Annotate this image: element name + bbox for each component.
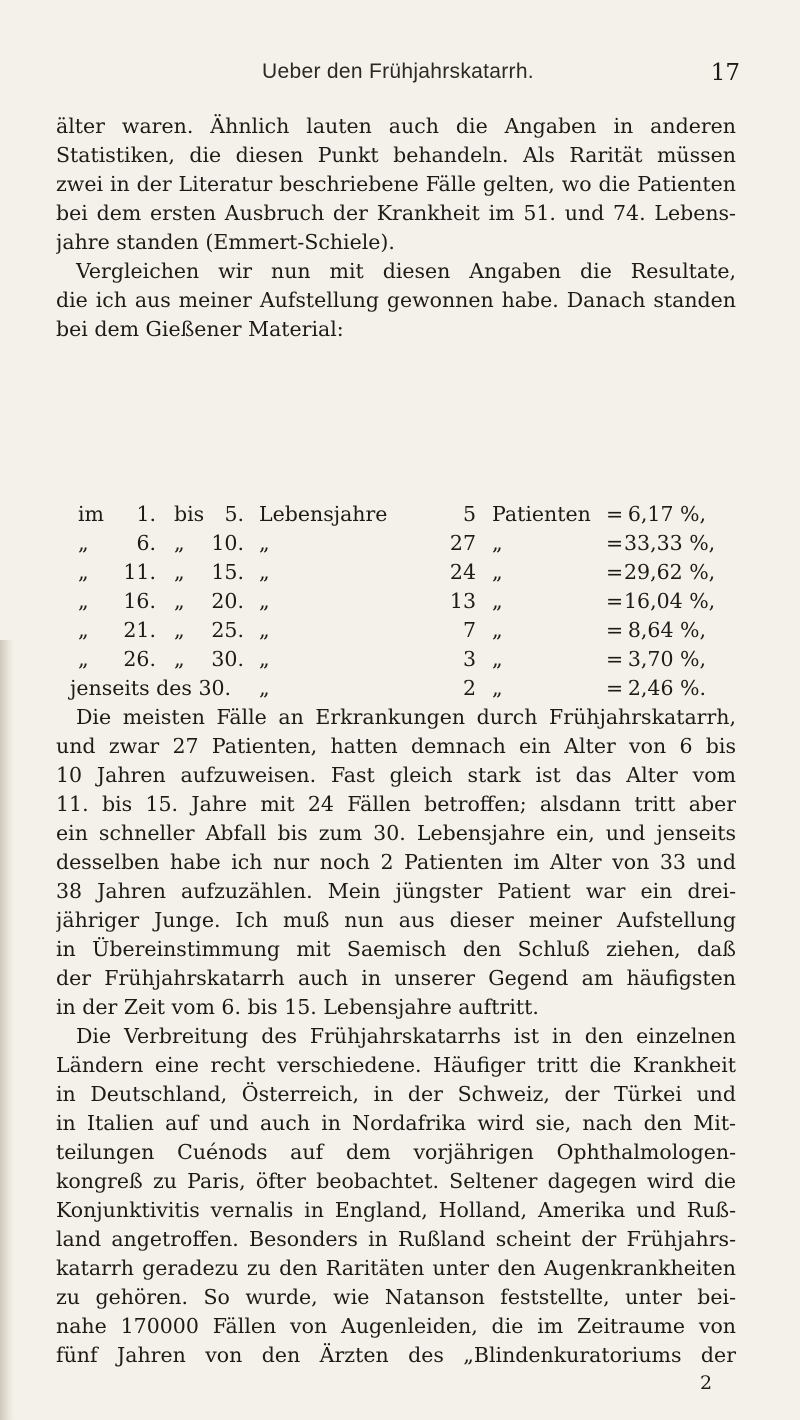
table-cell-to: 20. — [211, 589, 244, 613]
table-cell-unit: „ — [259, 618, 270, 642]
table-cell-to: 10. — [211, 531, 244, 555]
text-line: 38 Jahren aufzuzählen. Mein jüngster Patient war ein drei- — [56, 879, 736, 903]
text-line: der Frühjahrskatarrh auch in unserer Gegend am häufigsten — [56, 966, 736, 990]
table-row — [76, 558, 716, 587]
text-line: in Italien auf und auch in Nordafrika wird sie, nach den Mit- — [56, 1111, 736, 1135]
table-cell-equals: = — [606, 676, 624, 700]
table-cell-prefix: „ — [78, 618, 89, 642]
table-cell-bis: „ — [174, 531, 185, 555]
text-line: in Übereinstimmung mit Saemisch den Schluß ziehen, daß — [56, 937, 736, 961]
page-edge-shadow — [0, 640, 14, 1420]
page-header — [0, 60, 800, 100]
table-row — [76, 529, 716, 558]
text-line: zwei in der Literatur beschriebene Fälle gelten, wo die Patienten — [56, 172, 736, 196]
table-cell-bis: bis — [174, 502, 205, 526]
table-cell-prefix: „ — [78, 531, 89, 555]
table-cell-count: 3 — [462, 647, 476, 671]
table-cell-patients: „ — [492, 531, 503, 555]
text-line: Die Verbreitung des Frühjahrskatarrhs ist in den einzelnen — [76, 1024, 736, 1048]
text-line: teilungen Cuénods auf dem vorjährigen Ophthalmologen- — [56, 1140, 736, 1164]
table-cell-percent: 3,70 %, — [627, 647, 706, 671]
table-cell-equals: = — [606, 502, 624, 526]
text-line: älter waren. Ähnlich lauten auch die Angaben in anderen — [56, 114, 736, 138]
table-cell-prefix: „ — [78, 560, 89, 584]
table-cell-percent: 29,62 %, — [624, 560, 716, 584]
table-cell-equals: = — [606, 531, 624, 555]
text-line: zu gehören. So wurde, wie Natanson feststellte, unter bei- — [56, 1285, 736, 1309]
table-cell-unit: Lebensjahre — [259, 502, 388, 526]
table-cell-unit: „ — [259, 589, 270, 613]
table-cell-to: 25. — [211, 618, 244, 642]
table-row — [76, 645, 706, 674]
table-cell-percent: 8,64 %, — [627, 618, 706, 642]
table-cell-patients: „ — [492, 618, 503, 642]
table-cell-prefix: im — [78, 502, 104, 526]
table-cell-prefix: „ — [78, 589, 89, 613]
table-cell-count: 7 — [462, 618, 476, 642]
text-line: land angetroffen. Besonders in Rußland scheint der Frühjahrs- — [56, 1227, 736, 1251]
table-cell-prefix: „ — [78, 647, 89, 671]
table-cell-equals: = — [606, 560, 624, 584]
text-line: nahe 170000 Fällen von Augenleiden, die im Zeitraume von — [56, 1314, 736, 1338]
table-cell-unit: „ — [259, 647, 270, 671]
table-cell-equals: = — [606, 589, 624, 613]
table-cell-patients: „ — [492, 676, 503, 700]
text-line: Statistiken, die diesen Punkt behandeln. Als Rarität müssen — [56, 143, 736, 167]
table-row — [76, 500, 706, 529]
table-cell-bis: „ — [174, 560, 185, 584]
text-line: fünf Jahren von den Ärzten des „Blindenkuratoriums der — [56, 1343, 736, 1367]
table-cell-from: 21. — [123, 618, 156, 642]
table-cell-count: 27 — [449, 531, 476, 555]
text-line: Vergleichen wir nun mit diesen Angaben die Resultate, — [76, 259, 736, 283]
table-cell-percent: 6,17 %, — [627, 502, 706, 526]
text-line: in der Zeit vom 6. bis 15. Lebensjahre auftritt. — [56, 995, 539, 1019]
text-line: kongreß zu Paris, öfter beobachtet. Seltener dagegen wird die — [56, 1169, 736, 1193]
text-line: und zwar 27 Patienten, hatten demnach ein Alter von 6 bis — [56, 734, 736, 758]
text-line: jahre standen (Emmert-Schiele). — [56, 230, 395, 254]
text-line: katarrh geradezu zu den Raritäten unter den Augenkrankheiten — [56, 1256, 736, 1280]
table-cell-from: 16. — [123, 589, 156, 613]
text-line: Ländern eine recht verschiedene. Häufiger tritt die Krankheit — [56, 1053, 736, 1077]
table-cell-from: 11. — [123, 560, 156, 584]
intro-paragraphs — [56, 112, 736, 344]
text-line: Konjunktivitis vernalis in England, Holland, Amerika und Ruß- — [56, 1198, 736, 1222]
table-cell-count: 24 — [449, 560, 476, 584]
table-cell-bis: „ — [174, 647, 185, 671]
table-cell-count: 13 — [449, 589, 476, 613]
signature-mark: 2 — [700, 1372, 713, 1394]
table-cell-bis: „ — [174, 589, 185, 613]
table-cell-count: 5 — [462, 502, 476, 526]
text-line: jähriger Junge. Ich muß nun aus dieser meiner Aufstellung — [56, 908, 736, 932]
text-line: 11. bis 15. Jahre mit 24 Fällen betroffen; alsdann tritt aber — [56, 792, 736, 816]
table-cell-from: 6. — [136, 531, 156, 555]
page-number: 17 — [710, 60, 740, 86]
table-row — [76, 587, 716, 616]
table-cell-unit: „ — [259, 560, 270, 584]
table-cell-count: 2 — [462, 676, 476, 700]
table-cell-to: 5. — [224, 502, 244, 526]
text-line: bei dem Gießener Material: — [56, 317, 344, 341]
table-cell-percent: 2,46 %. — [627, 676, 706, 700]
table-cell-patients: „ — [492, 560, 503, 584]
table-cell-bis: „ — [174, 618, 185, 642]
table-cell-unit: „ — [259, 676, 270, 700]
text-line: ein schneller Abfall bis zum 30. Lebensjahre ein, und jenseits — [56, 821, 736, 845]
body-paragraphs — [56, 703, 736, 1370]
table-cell-from: 26. — [123, 647, 156, 671]
text-line: Die meisten Fälle an Erkrankungen durch Frühjahrskatarrh, — [76, 705, 736, 729]
table-cell-unit: „ — [259, 531, 270, 555]
table-cell-from: 1. — [136, 502, 156, 526]
text-line: bei dem ersten Ausbruch der Krankheit im 51. und 74. Lebens- — [56, 201, 736, 225]
table-cell-equals: = — [606, 618, 624, 642]
text-line: in Deutschland, Österreich, in der Schweiz, der Türkei und — [56, 1082, 736, 1106]
table-row — [76, 616, 706, 645]
table-cell-patients: „ — [492, 589, 503, 613]
table-cell-percent: 16,04 %, — [624, 589, 716, 613]
table-cell-percent: 33,33 %, — [624, 531, 716, 555]
running-title: Ueber den Frühjahrskatarrh. — [262, 60, 534, 83]
text-line: desselben habe ich nur noch 2 Patienten im Alter von 33 und — [56, 850, 736, 874]
table-cell-patients: „ — [492, 647, 503, 671]
table-cell-equals: = — [606, 647, 624, 671]
table-cell-patients: Patienten — [492, 502, 591, 526]
text-line: die ich aus meiner Aufstellung gewonnen habe. Danach standen — [56, 288, 736, 312]
table-cell-to: 15. — [211, 560, 244, 584]
table-cell-jenseits: jenseits des 30. — [70, 676, 232, 700]
age-statistics-table — [70, 500, 716, 703]
table-cell-to: 30. — [211, 647, 244, 671]
text-line: 10 Jahren aufzuweisen. Fast gleich stark ist das Alter vom — [56, 763, 736, 787]
table-row-last — [70, 674, 706, 703]
